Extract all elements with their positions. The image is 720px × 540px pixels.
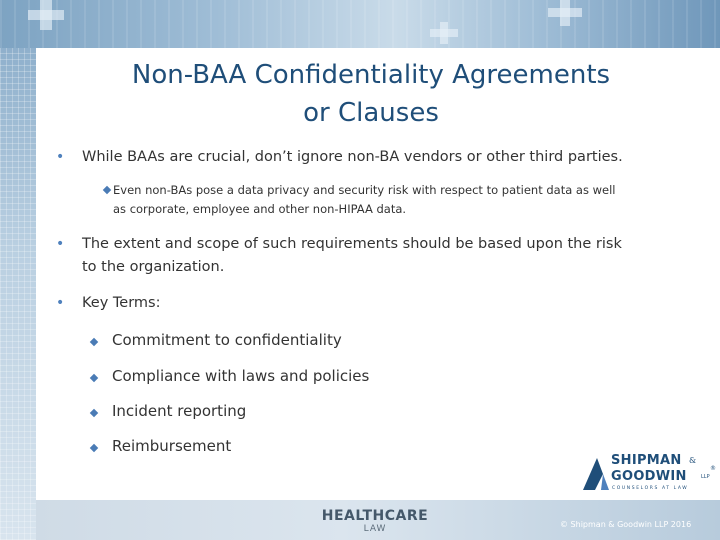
bullet-dot-icon: • bbox=[56, 236, 65, 252]
footer-section-subtitle: LAW bbox=[363, 524, 387, 534]
footer-bar bbox=[36, 500, 720, 540]
shipman-goodwin-logo bbox=[581, 452, 716, 496]
slide-title bbox=[76, 56, 666, 132]
title-line: or Clauses bbox=[303, 98, 439, 128]
bullet-dot-icon: • bbox=[56, 295, 65, 311]
plus-decoration bbox=[28, 10, 64, 20]
bullet-item bbox=[56, 292, 482, 315]
diamond-bullet-icon bbox=[90, 444, 98, 452]
diamond-bullet-icon bbox=[103, 186, 111, 194]
left-decorative-strip bbox=[0, 48, 36, 540]
footer-section-title: HEALTHCARE bbox=[321, 508, 429, 524]
logo-registered-mark: ® bbox=[710, 465, 716, 472]
title-line: Non-BAA Confidentiality Agreements bbox=[131, 60, 611, 90]
plus-decoration bbox=[548, 8, 582, 17]
sub-bullet-line: as corporate, employee and other non-HIPAA data. bbox=[113, 202, 407, 216]
key-term-item: Incident reporting bbox=[112, 402, 247, 420]
bullet-line: to the organization. bbox=[82, 259, 225, 275]
key-term-item: Commitment to confidentiality bbox=[112, 331, 342, 349]
logo-llp: LLP bbox=[701, 474, 710, 480]
bullet-line: The extent and scope of such requirements should be based upon the risk bbox=[82, 236, 622, 252]
bullet-dot-icon: • bbox=[56, 149, 65, 165]
plus-decoration bbox=[430, 29, 458, 37]
logo-mark-icon bbox=[581, 454, 611, 492]
bullet-item bbox=[56, 233, 712, 279]
bullet-item bbox=[56, 146, 712, 169]
bullet-text: While BAAs are crucial, don’t ignore non-BA vendors or other third parties. bbox=[82, 149, 623, 165]
key-term-item: Compliance with laws and policies bbox=[112, 367, 370, 385]
diamond-bullet-icon bbox=[90, 338, 98, 346]
sub-bullet-line: Even non-BAs pose a data privacy and security risk with respect to patient data as well bbox=[113, 183, 616, 197]
diamond-bullet-icon bbox=[90, 374, 98, 382]
logo-tagline: COUNSELORS AT LAW bbox=[612, 486, 689, 491]
sub-bullet-text bbox=[113, 181, 713, 219]
key-term-item: Reimbursement bbox=[112, 437, 232, 455]
header-banner bbox=[0, 0, 720, 48]
logo-text-shipman: SHIPMAN bbox=[611, 453, 682, 468]
diamond-bullet-icon bbox=[90, 409, 98, 417]
footer-copyright: © Shipman & Goodwin LLP 2016 bbox=[560, 520, 692, 529]
logo-text-goodwin: GOODWIN bbox=[611, 469, 687, 484]
logo-ampersand: & bbox=[689, 456, 697, 465]
bullet-text: Key Terms: bbox=[82, 295, 161, 311]
